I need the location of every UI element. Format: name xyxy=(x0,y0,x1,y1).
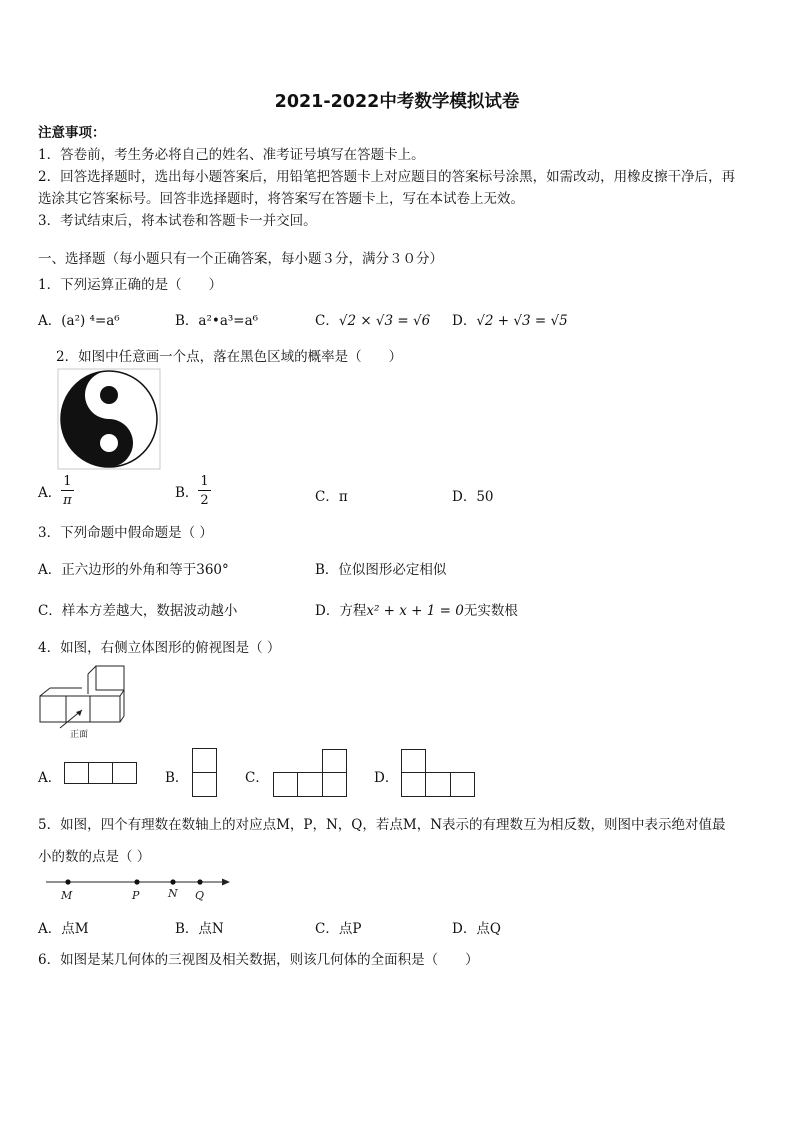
q4-option-c: C． xyxy=(245,770,269,786)
section-heading: 一、选择题（每小题只有一个正确答案，每小题３分，满分３０分） xyxy=(38,251,443,267)
q1-option-d-expr: √2 + √3 = √5 xyxy=(476,313,568,329)
q4-option-b: B． xyxy=(165,770,189,786)
q5-option-c: C．点P xyxy=(315,921,362,937)
q1-option-d xyxy=(452,309,568,329)
point-label-m: M xyxy=(61,889,73,902)
q1-option-a: A．(a²) ⁴=a⁶ xyxy=(38,313,120,329)
q2-option-b-label: B． xyxy=(175,485,199,501)
q2-option-a xyxy=(38,475,74,507)
point-label-p: P xyxy=(132,889,140,902)
q1-option-c-expr: √2 × √3 = √6 xyxy=(338,313,431,329)
q2-b-denominator: 2 xyxy=(200,493,209,508)
yin-yang-figure xyxy=(56,367,162,471)
q2-option-d: D．50 xyxy=(452,489,494,505)
notice-line-1: 1．答卷前，考生务必将自己的姓名、准考证号填写在答题卡上。 xyxy=(38,147,425,163)
q2-option-b xyxy=(175,475,211,507)
q1-option-b: B．a²•a³=a⁶ xyxy=(175,313,259,329)
q3-option-a: A．正六边形的外角和等于360° xyxy=(38,562,229,578)
q5-option-b: B．点N xyxy=(175,921,224,937)
point-label-n: N xyxy=(168,887,178,900)
q5-stem-line-2: 小的数的点是（ ） xyxy=(38,849,151,865)
q4-stem: 4．如图，右侧立体图形的俯视图是（ ） xyxy=(38,640,281,656)
q4-option-d: D． xyxy=(374,770,399,786)
q2-option-c: C．π xyxy=(315,489,348,505)
page-title: 2021-2022中考数学模拟试卷 xyxy=(274,92,520,112)
notice-heading: 注意事项： xyxy=(38,125,106,141)
notice-line-2: 2．回答选择题时，选出每小题答案后，用铅笔把答题卡上对应题目的答案标号涂黑，如需改动，用橡皮擦干净后，再 xyxy=(38,169,736,185)
front-label: 正面 xyxy=(70,730,89,740)
q5-option-a: A．点M xyxy=(38,921,89,937)
q4-option-a: A． xyxy=(38,770,62,786)
q1-option-d-label: D． xyxy=(452,313,477,329)
q6-stem: 6．如图是某几何体的三视图及相关数据，则该几何体的全面积是（ ） xyxy=(38,952,479,968)
q5-stem-line-1: 5．如图，四个有理数在数轴上的对应点M，P，N，Q，若点M，N表示的有理数互为相反数，则图中表示绝对值最 xyxy=(38,817,726,833)
q1-option-c-label: C． xyxy=(315,313,339,329)
q1-stem: 1．下列运算正确的是（ ） xyxy=(38,277,223,293)
notice-line-4: 3．考试结束后，将本试卷和答题卡一并交回。 xyxy=(38,213,317,229)
q3-option-d-tail: 无实数根 xyxy=(463,603,518,619)
q1-option-c xyxy=(315,309,430,329)
q3-stem: 3．下列命题中假命题是（ ） xyxy=(38,525,213,541)
q3-option-d-expr: x² + x + 1 = 0 xyxy=(366,603,464,619)
q5-option-d: D．点Q xyxy=(452,921,501,937)
q3-option-b: B．位似图形必定相似 xyxy=(315,562,447,578)
q2-b-numerator: 1 xyxy=(200,474,209,489)
q3-option-d xyxy=(315,599,518,619)
notice-line-3: 选涂其它答案标号。回答非选择题时，将答案写在答题卡上，写在本试卷上无效。 xyxy=(38,191,524,207)
point-label-q: Q xyxy=(195,889,205,902)
q3-option-c: C．样本方差越大，数据波动越小 xyxy=(38,603,238,619)
q2-option-a-label: A． xyxy=(38,485,62,501)
q2-a-denominator: π xyxy=(63,493,72,508)
q2-stem: 2．如图中任意画一个点，落在黑色区域的概率是（ ） xyxy=(56,349,403,365)
number-line xyxy=(40,870,236,904)
solid-figure xyxy=(38,662,134,740)
q3-option-d-label: D．方程 xyxy=(315,603,367,619)
q2-a-numerator: 1 xyxy=(63,474,72,489)
